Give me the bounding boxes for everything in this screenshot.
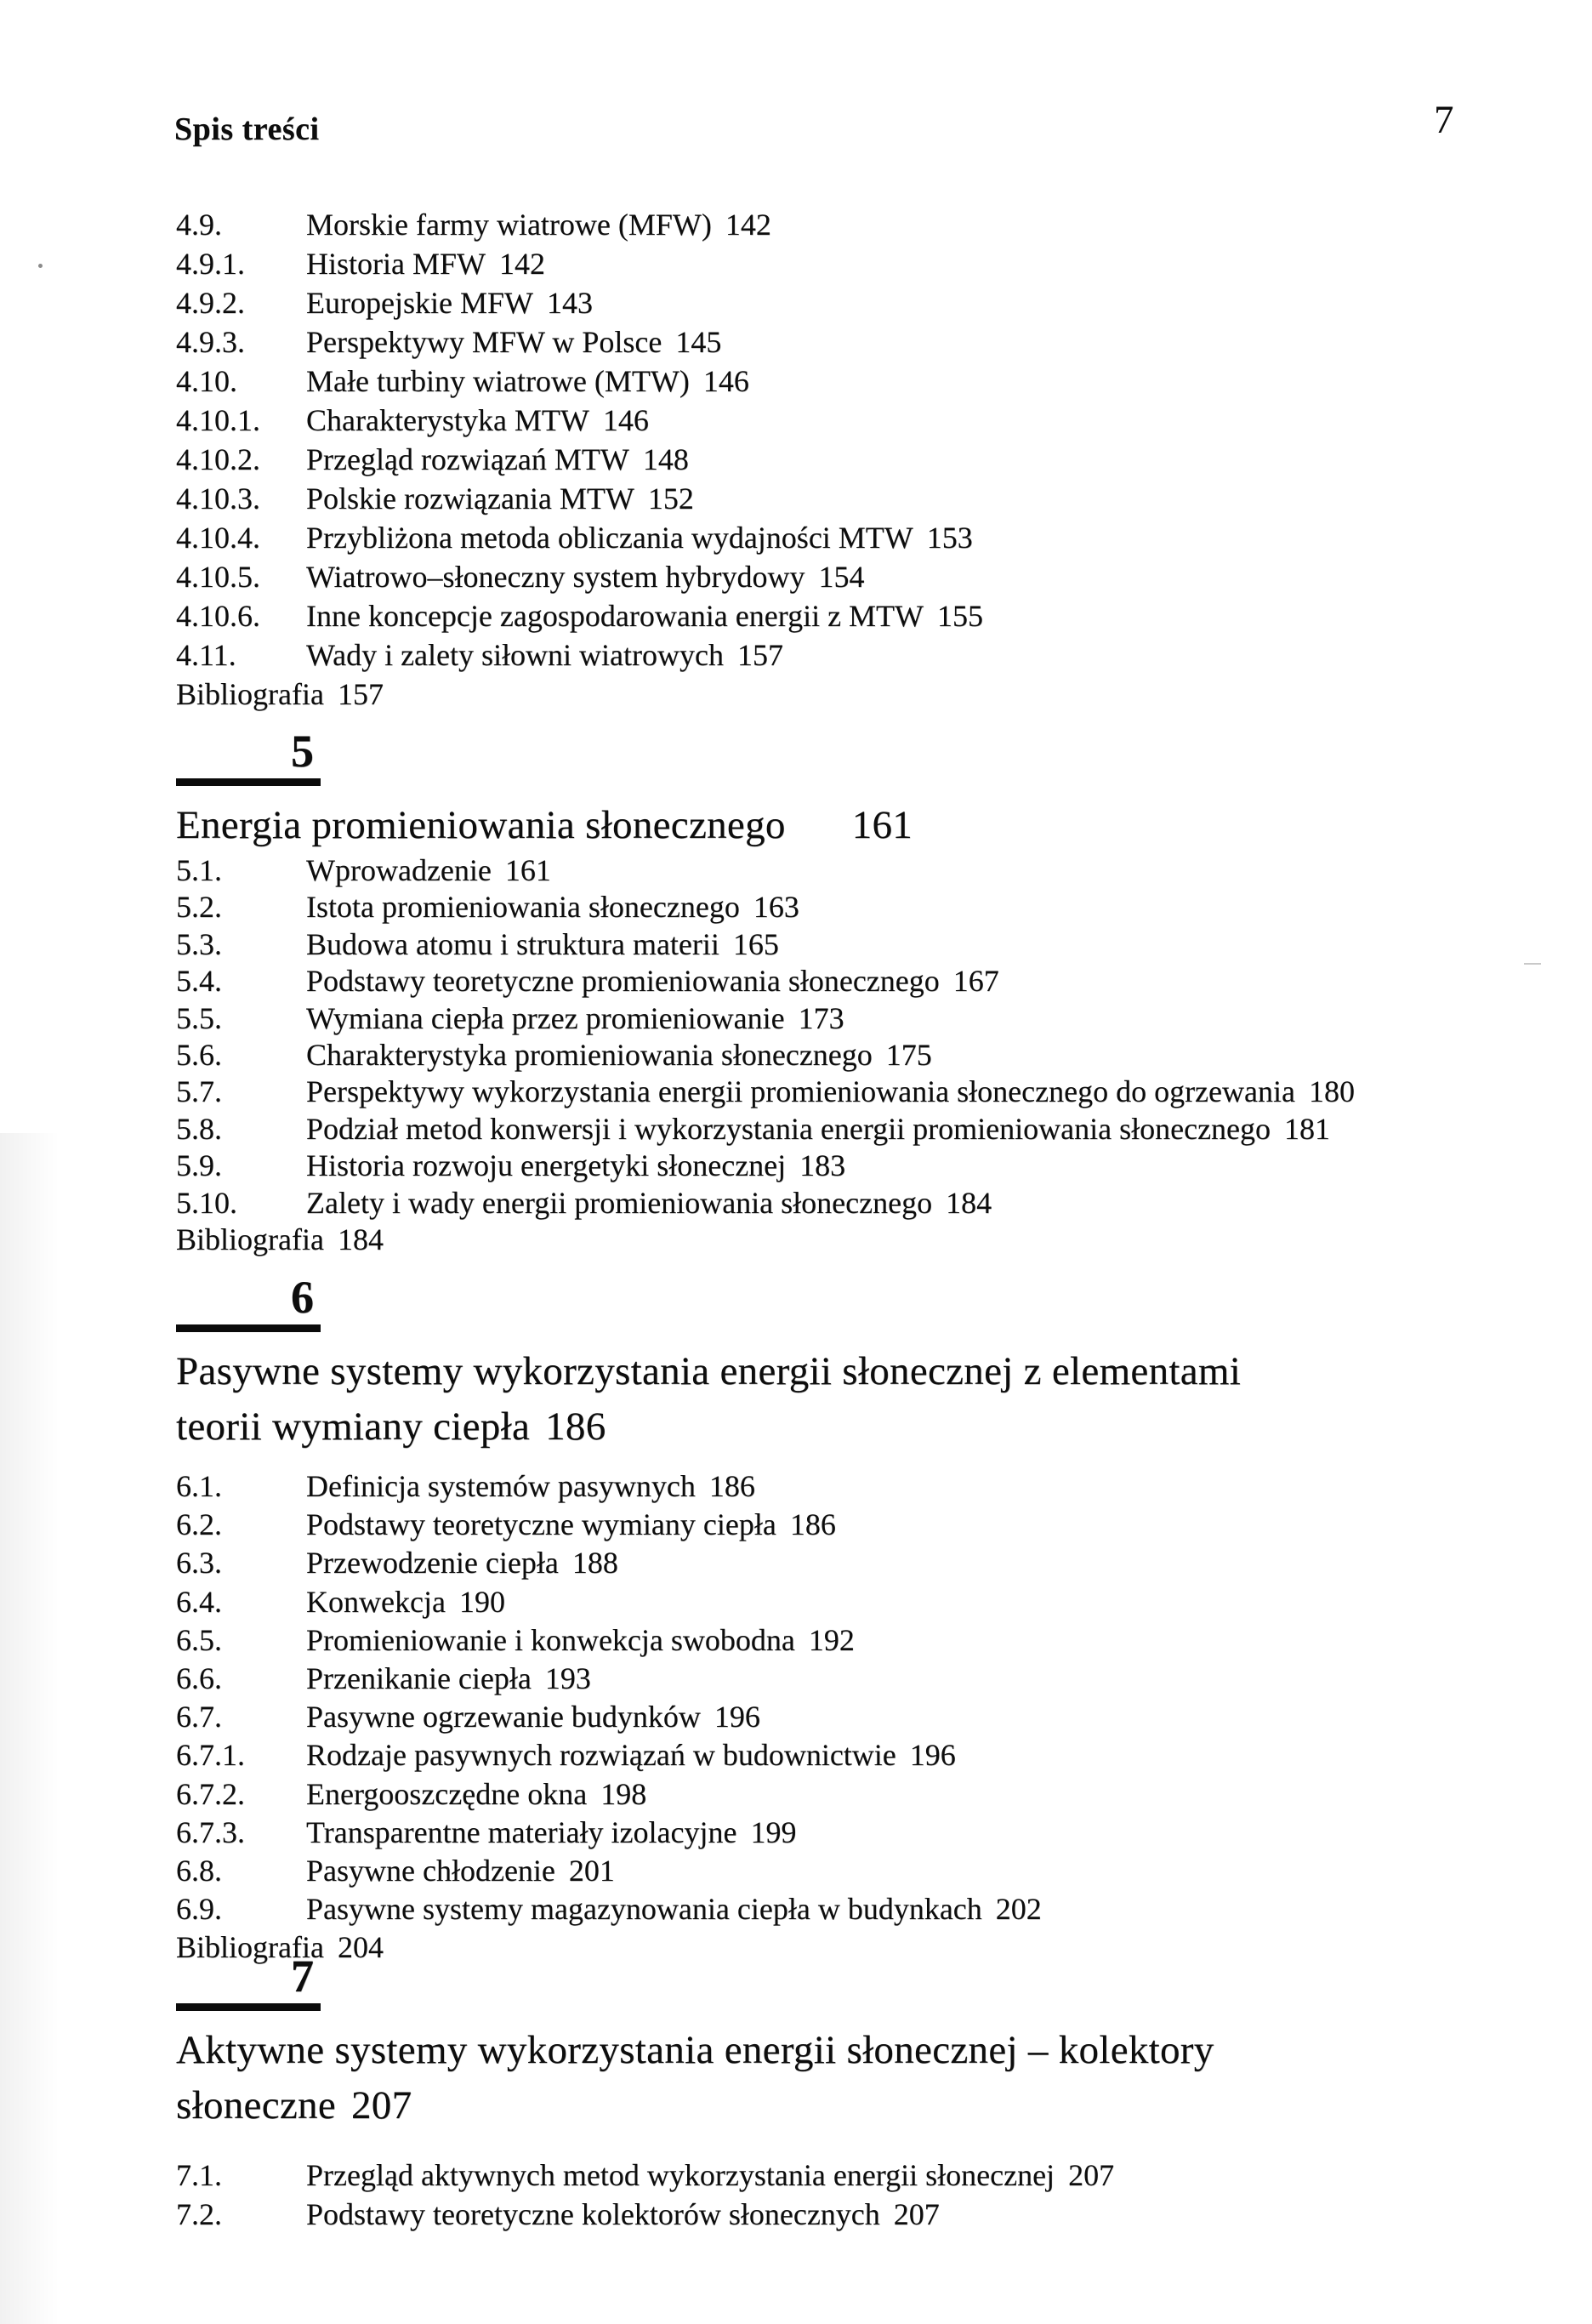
toc-entry [176,1000,1469,1037]
entry-number: 5.2. [176,890,222,925]
toc-section-chapter-5 [176,852,1469,1258]
toc-entry [176,1111,1469,1148]
entry-page: 201 [568,1853,615,1888]
chapter-number: 6 [291,1272,314,1323]
entry-number: 4.10.5. [176,560,260,594]
chapter-title [176,2023,1469,2133]
toc-heading: Spis treści [174,111,320,147]
toc-entry [176,963,1469,1000]
entry-number: 6.1. [176,1469,222,1503]
toc-section-chapter-7 [176,2157,1469,2236]
chapter-title-line2: teorii wymiany ciepła [176,1404,531,1449]
toc-entry [176,2196,1469,2236]
entry-number: 5.7. [176,1074,222,1109]
entry-number: 5.3. [176,926,222,961]
chapter-6-heading [176,1274,1469,1455]
toc-entry [176,2157,1469,2196]
entry-page: 167 [952,964,999,999]
toc-entry [176,1148,1469,1184]
toc-entry [176,285,1469,324]
entry-number: 4.9.3. [176,325,245,359]
entry-number: 6.8. [176,1853,222,1888]
entry-title: Polskie rozwiązania MTW [306,481,634,515]
toc-entry [176,324,1469,363]
entry-title: Przewodzenie ciepła [306,1546,559,1581]
chapter-rule [176,778,321,786]
toc-entry [176,1660,1469,1699]
entry-title: Konwekcja [306,1584,446,1619]
chapter-5-heading [176,728,1469,853]
entry-title: Pasywne ogrzewanie budynków [306,1700,701,1734]
entry-page: 198 [600,1776,647,1811]
entry-page: 153 [926,521,973,555]
entry-page: 175 [885,1037,932,1072]
entry-number: 4.9. [176,208,222,242]
scan-speck [38,264,43,268]
chapter-title-line1: Pasywne systemy wykorzystania energii słonecznej z elementami [176,1349,1242,1393]
entry-page: 157 [736,638,783,672]
entry-title: Historia MFW [306,247,486,281]
entry-page: 207 [1068,2158,1115,2192]
chapter-title-line2: słoneczne [176,2083,336,2127]
entry-number: 5.8. [176,1111,222,1146]
entry-number: 5.9. [176,1148,222,1183]
entry-title: Charakterystyka promieniowania słonecznego [306,1037,873,1072]
entry-number: 5.5. [176,1000,222,1035]
toc-entry [176,481,1469,520]
entry-page: 155 [937,599,984,633]
toc-entry [176,246,1469,285]
toc-entry [176,1814,1469,1853]
entry-number: 6.7.1. [176,1738,245,1773]
entry-title: Pasywne chłodzenie [306,1853,555,1888]
bibliography-entry [176,676,1469,715]
entry-title: Przybliżona metoda obliczania wydajności MTW [306,521,913,555]
entry-page: 199 [750,1814,797,1849]
entry-title: Pasywne systemy magazynowania ciepła w budynkach [306,1892,982,1927]
entry-title: Bibliografia [176,1222,324,1256]
entry-title: Transparentne materiały izolacyjne [306,1814,737,1849]
toc-entry [176,1584,1469,1622]
entry-page: 193 [544,1660,591,1695]
entry-title: Wiatrowo–słoneczny system hybrydowy [306,560,805,594]
entry-title: Zalety i wady energii promieniowania słonecznego [306,1185,933,1220]
entry-number: 7.1. [176,2158,222,2192]
entry-title: Perspektywy MFW w Polsce [306,325,662,359]
entry-title: Definicja systemów pasywnych [306,1469,696,1503]
entry-page: 190 [458,1584,505,1619]
entry-number: 4.10. [176,364,237,398]
entry-page: 196 [909,1738,956,1773]
entry-title: Historia rozwoju energetyki słonecznej [306,1148,787,1183]
toc-entry [176,889,1469,926]
entry-page: 146 [602,403,649,437]
entry-page: 165 [732,926,779,961]
chapter-rule [176,2003,321,2011]
toc-entry [176,520,1469,559]
entry-number: 6.5. [176,1622,222,1657]
toc-entry [176,1545,1469,1583]
entry-title: Przenikanie ciepła [306,1660,532,1695]
toc-entry [176,559,1469,598]
entry-page: 142 [725,208,771,242]
entry-number: 5.10. [176,1185,237,1220]
entry-number: 4.10.2. [176,442,260,476]
entry-page: 173 [798,1000,844,1035]
entry-page: 152 [647,481,694,515]
entry-page: 183 [799,1148,846,1183]
chapter-page: 161 [851,803,913,847]
entry-number: 7.2. [176,2197,222,2231]
entry-page: 143 [546,286,593,320]
entry-number: 6.6. [176,1660,222,1695]
entry-page: 142 [499,247,545,281]
toc-entry [176,1891,1469,1929]
toc-entry [176,1622,1469,1660]
toc-entry [176,1737,1469,1775]
page-number: 7 [1434,98,1454,142]
chapter-rule [176,1324,321,1332]
toc-entry [176,926,1469,963]
entry-title: Przegląd aktywnych metod wykorzystania energii słonecznej [306,2158,1055,2192]
toc-entry [176,598,1469,637]
toc-entry [176,1074,1469,1110]
toc-entry [176,1853,1469,1891]
toc-entry [176,1776,1469,1814]
entry-title: Promieniowanie i konwekcja swobodna [306,1622,795,1657]
entry-page: 145 [675,325,722,359]
toc-entry [176,402,1469,441]
toc-section-chapter-6 [176,1468,1469,1968]
entry-number: 4.9.1. [176,247,245,281]
chapter-page: 207 [351,2083,412,2127]
entry-title: Bibliografia [176,1930,324,1965]
entry-number: 6.2. [176,1507,222,1542]
entry-page: 184 [946,1185,992,1220]
entry-title: Istota promieniowania słonecznego [306,890,740,925]
entry-page: 188 [571,1546,618,1581]
entry-page: 202 [995,1892,1042,1927]
entry-page: 181 [1284,1111,1331,1146]
entry-title: Rodzaje pasywnych rozwiązań w budownictwie [306,1738,896,1773]
entry-number: 5.6. [176,1037,222,1072]
entry-page: 207 [893,2197,940,2231]
toc-entry [176,637,1469,676]
chapter-title-text: Energia promieniowania słonecznego [176,803,786,847]
entry-title: Podstawy teoretyczne promieniowania słonecznego [306,964,940,999]
entry-title: Europejskie MFW [306,286,533,320]
entry-title: Morskie farmy wiatrowe (MFW) [306,208,712,242]
chapter-7-heading [176,1953,1469,2133]
entry-title: Małe turbiny wiatrowe (MTW) [306,364,690,398]
entry-page: 184 [337,1222,384,1256]
chapter-title-line1: Aktywne systemy wykorzystania energii słonecznej – kolektory [176,2028,1214,2072]
toc-entry [176,1507,1469,1545]
toc-entry [176,1468,1469,1507]
entry-title: Bibliografia [176,677,324,711]
chapter-page: 186 [545,1404,606,1449]
entry-number: 4.11. [176,638,236,672]
entry-page: 146 [702,364,749,398]
entry-title: Podstawy teoretyczne kolektorów słonecznych [306,2197,880,2231]
scan-edge-shade [0,1133,60,2324]
bibliography-entry [176,1222,1469,1258]
chapter-title [176,1344,1469,1455]
toc-entry [176,852,1469,889]
chapter-number: 7 [291,1951,314,2002]
entry-number: 6.7. [176,1700,222,1734]
entry-number: 4.10.4. [176,521,260,555]
entry-number: 4.9.2. [176,286,245,320]
entry-number: 5.4. [176,964,222,999]
entry-number: 6.3. [176,1546,222,1581]
entry-number: 6.7.3. [176,1814,245,1849]
entry-number: 6.4. [176,1584,222,1619]
entry-page: 163 [753,890,799,925]
entry-title: Budowa atomu i struktura materii [306,926,719,961]
toc-section-chapter-4 [176,207,1469,715]
entry-title: Charakterystyka MTW [306,403,589,437]
entry-number: 6.7.2. [176,1776,245,1811]
entry-title: Inne koncepcje zagospodarowania energii z MTW [306,599,924,633]
entry-number: 4.10.1. [176,403,260,437]
entry-title: Podstawy teoretyczne wymiany ciepła [306,1507,776,1542]
entry-title: Podział metod konwersji i wykorzystania energii promieniowania słonecznego [306,1111,1271,1146]
entry-title: Wprowadzenie [306,853,492,887]
toc-entry [176,1699,1469,1737]
entry-page: 186 [708,1469,755,1503]
toc-entry [176,363,1469,402]
entry-title: Przegląd rozwiązań MTW [306,442,629,476]
entry-title: Wymiana ciepła przez promieniowanie [306,1000,785,1035]
entry-page: 196 [714,1700,760,1734]
entry-page: 157 [337,677,384,711]
entry-page: 161 [504,853,551,887]
toc-entry [176,441,1469,481]
entry-page: 180 [1308,1074,1355,1109]
entry-page: 148 [642,442,689,476]
toc-entry [176,1185,1469,1222]
entry-number: 4.10.6. [176,599,260,633]
entry-page: 192 [808,1622,855,1657]
entry-title: Wady i zalety siłowni wiatrowych [306,638,724,672]
entry-title: Energooszczędne okna [306,1776,588,1811]
chapter-number: 5 [291,726,314,777]
scan-artifact-dash [1524,963,1541,965]
toc-entry [176,1037,1469,1074]
entry-page: 204 [337,1930,384,1965]
chapter-title [176,798,1469,853]
entry-number: 5.1. [176,853,222,887]
entry-title: Perspektywy wykorzystania energii promieniowania słonecznego do ogrzewania [306,1074,1295,1109]
entry-number: 4.10.3. [176,481,260,515]
toc-entry [176,207,1469,246]
entry-number: 6.9. [176,1892,222,1927]
entry-page: 186 [789,1507,836,1542]
entry-page: 154 [818,560,865,594]
